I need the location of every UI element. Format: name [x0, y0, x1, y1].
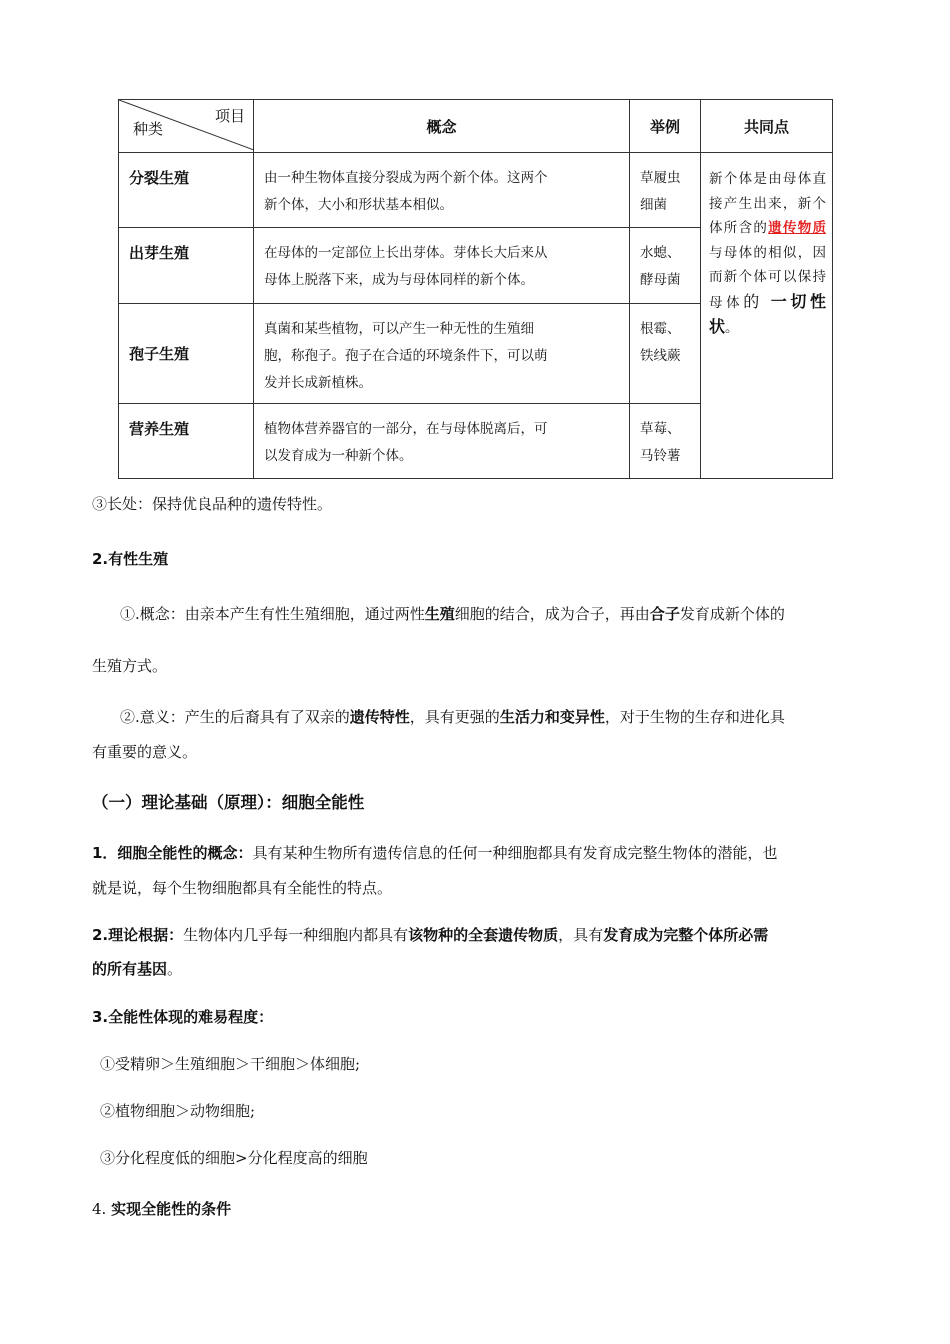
sexual-concept-line: [120, 603, 865, 624]
concept-line: 母体上脱落下来，成为与母体同样的新个体。: [264, 272, 534, 288]
example-line: 草履虫: [640, 170, 681, 186]
kind-cell: 出芽生殖: [119, 228, 254, 304]
example-line: 细菌: [640, 197, 667, 213]
sexual-meaning-line: [120, 706, 865, 727]
example-line: 马铃薯: [640, 448, 681, 464]
bold-term: 生活力和变异性: [499, 708, 605, 726]
concept-cell: [254, 153, 630, 228]
table-row: [119, 153, 833, 228]
corner-header-kind: 种类: [133, 120, 164, 138]
section-heading: （一）理论基础（原理）：细胞全能性: [92, 793, 365, 812]
kind-cell: 分裂生殖: [119, 153, 254, 228]
paragraph-text: 生物体内几乎每一种细胞内都具有: [183, 926, 409, 944]
bold-term: 该物种的全套遗传物质: [408, 926, 559, 944]
item1-line: [92, 842, 867, 863]
sexual-concept-line-2: 生殖方式。: [92, 657, 168, 675]
paragraph-text: ①.概念：由亲本产生有性生殖细胞，通过两性: [120, 605, 425, 623]
example-line: 水螅、: [640, 245, 681, 261]
corner-header-item: 项目: [214, 107, 245, 125]
common-cell: [701, 153, 833, 479]
header-concept: 概念: [254, 100, 630, 153]
item-label: 1．细胞全能性的概念：: [92, 844, 253, 862]
header-common: 共同点: [701, 100, 833, 153]
paragraph-text: ，具有更强的: [409, 708, 500, 726]
reproduction-types-table: [118, 99, 833, 479]
concept-line: 胞，称孢子。孢子在合适的环境条件下，可以萌: [264, 348, 548, 364]
item3-heading: 3.全能性体现的难易程度：: [92, 1008, 274, 1026]
item-number: 4.: [92, 1200, 107, 1218]
paragraph-text: 具有某种生物所有遗传信息的任何一种细胞都具有发育成完整生物体的潜能，也: [252, 844, 778, 862]
order-line-1: ①受精卵＞生殖细胞＞干细胞＞体细胞;: [100, 1055, 361, 1073]
concept-line: 新个体，大小和形状基本相似。: [264, 197, 453, 213]
header-example: 举例: [630, 100, 701, 153]
item-label: 2.理论根据：: [92, 926, 184, 944]
table-corner-header: [119, 100, 254, 153]
advantage-line: ③长处：保持优良品种的遗传特性。: [92, 495, 333, 513]
concept-line: 真菌和某些植物，可以产生一种无性的生殖细: [264, 321, 534, 337]
paragraph-text: 细胞的结合，成为合子，再由: [454, 605, 650, 623]
paragraph-text: ②.意义：产生的后裔具有了双亲的: [120, 708, 350, 726]
example-cell: [630, 228, 701, 304]
bold-term: 合子: [649, 605, 680, 623]
item1-line-2: 就是说，每个生物细胞都具有全能性的特点。: [92, 879, 393, 897]
item2-line-2: [92, 958, 862, 979]
example-cell: [630, 404, 701, 479]
example-cell: [630, 304, 701, 404]
item2-line: [92, 924, 867, 945]
sexual-meaning-line-2: 有重要的意义。: [92, 743, 198, 761]
kind-cell: 孢子生殖: [119, 304, 254, 404]
example-line: 铁线蕨: [640, 348, 681, 364]
common-bold: 一切性状: [709, 291, 826, 336]
item-label: 实现全能性的条件: [111, 1200, 232, 1218]
concept-line: 由一种生物体直接分裂成为两个新个体。这两个: [264, 170, 548, 186]
bold-term: 遗传特性: [349, 708, 410, 726]
common-text: 新个体是由母体直接产生出来，新个体所含的: [709, 171, 826, 236]
sexual-reproduction-heading: 2.有性生殖: [92, 550, 169, 568]
example-line: 酵母菌: [640, 272, 681, 288]
common-highlight: 遗传物质: [768, 220, 827, 236]
common-text: 。: [725, 320, 739, 336]
example-cell: [630, 153, 701, 228]
order-line-2: ②植物细胞＞动物细胞;: [100, 1102, 256, 1120]
paragraph-text: ，对于生物的生存和进化具: [604, 708, 785, 726]
concept-cell: [254, 404, 630, 479]
paragraph-text: 。: [167, 960, 183, 978]
item4-heading: [92, 1198, 862, 1219]
kind-cell: 营养生殖: [119, 404, 254, 479]
bold-term: 生殖: [424, 605, 455, 623]
order-line-3: ③分化程度低的细胞>分化程度高的细胞: [100, 1149, 368, 1167]
bold-term: 发育成为完整个体所必需: [603, 926, 769, 944]
concept-line: 在母体的一定部位上长出芽体。芽体长大后来从: [264, 245, 548, 261]
paragraph-text: ，具有: [558, 926, 604, 944]
concept-cell: [254, 304, 630, 404]
example-line: 根霉、: [640, 321, 681, 337]
concept-cell: [254, 228, 630, 304]
common-text: 与母体的相似，因而新个体可以保持母体: [709, 244, 826, 311]
concept-line: 植物体营养器官的一部分，在与母体脱离后，可: [264, 421, 548, 437]
paragraph-text: 发育成新个体的: [679, 605, 785, 623]
bold-term: 的所有基因: [92, 960, 168, 978]
concept-line: 发并长成新植株。: [264, 375, 372, 391]
concept-line: 以发育成为一种新个体。: [264, 448, 413, 464]
common-text: 的: [743, 291, 763, 311]
example-line: 草莓、: [640, 421, 681, 437]
